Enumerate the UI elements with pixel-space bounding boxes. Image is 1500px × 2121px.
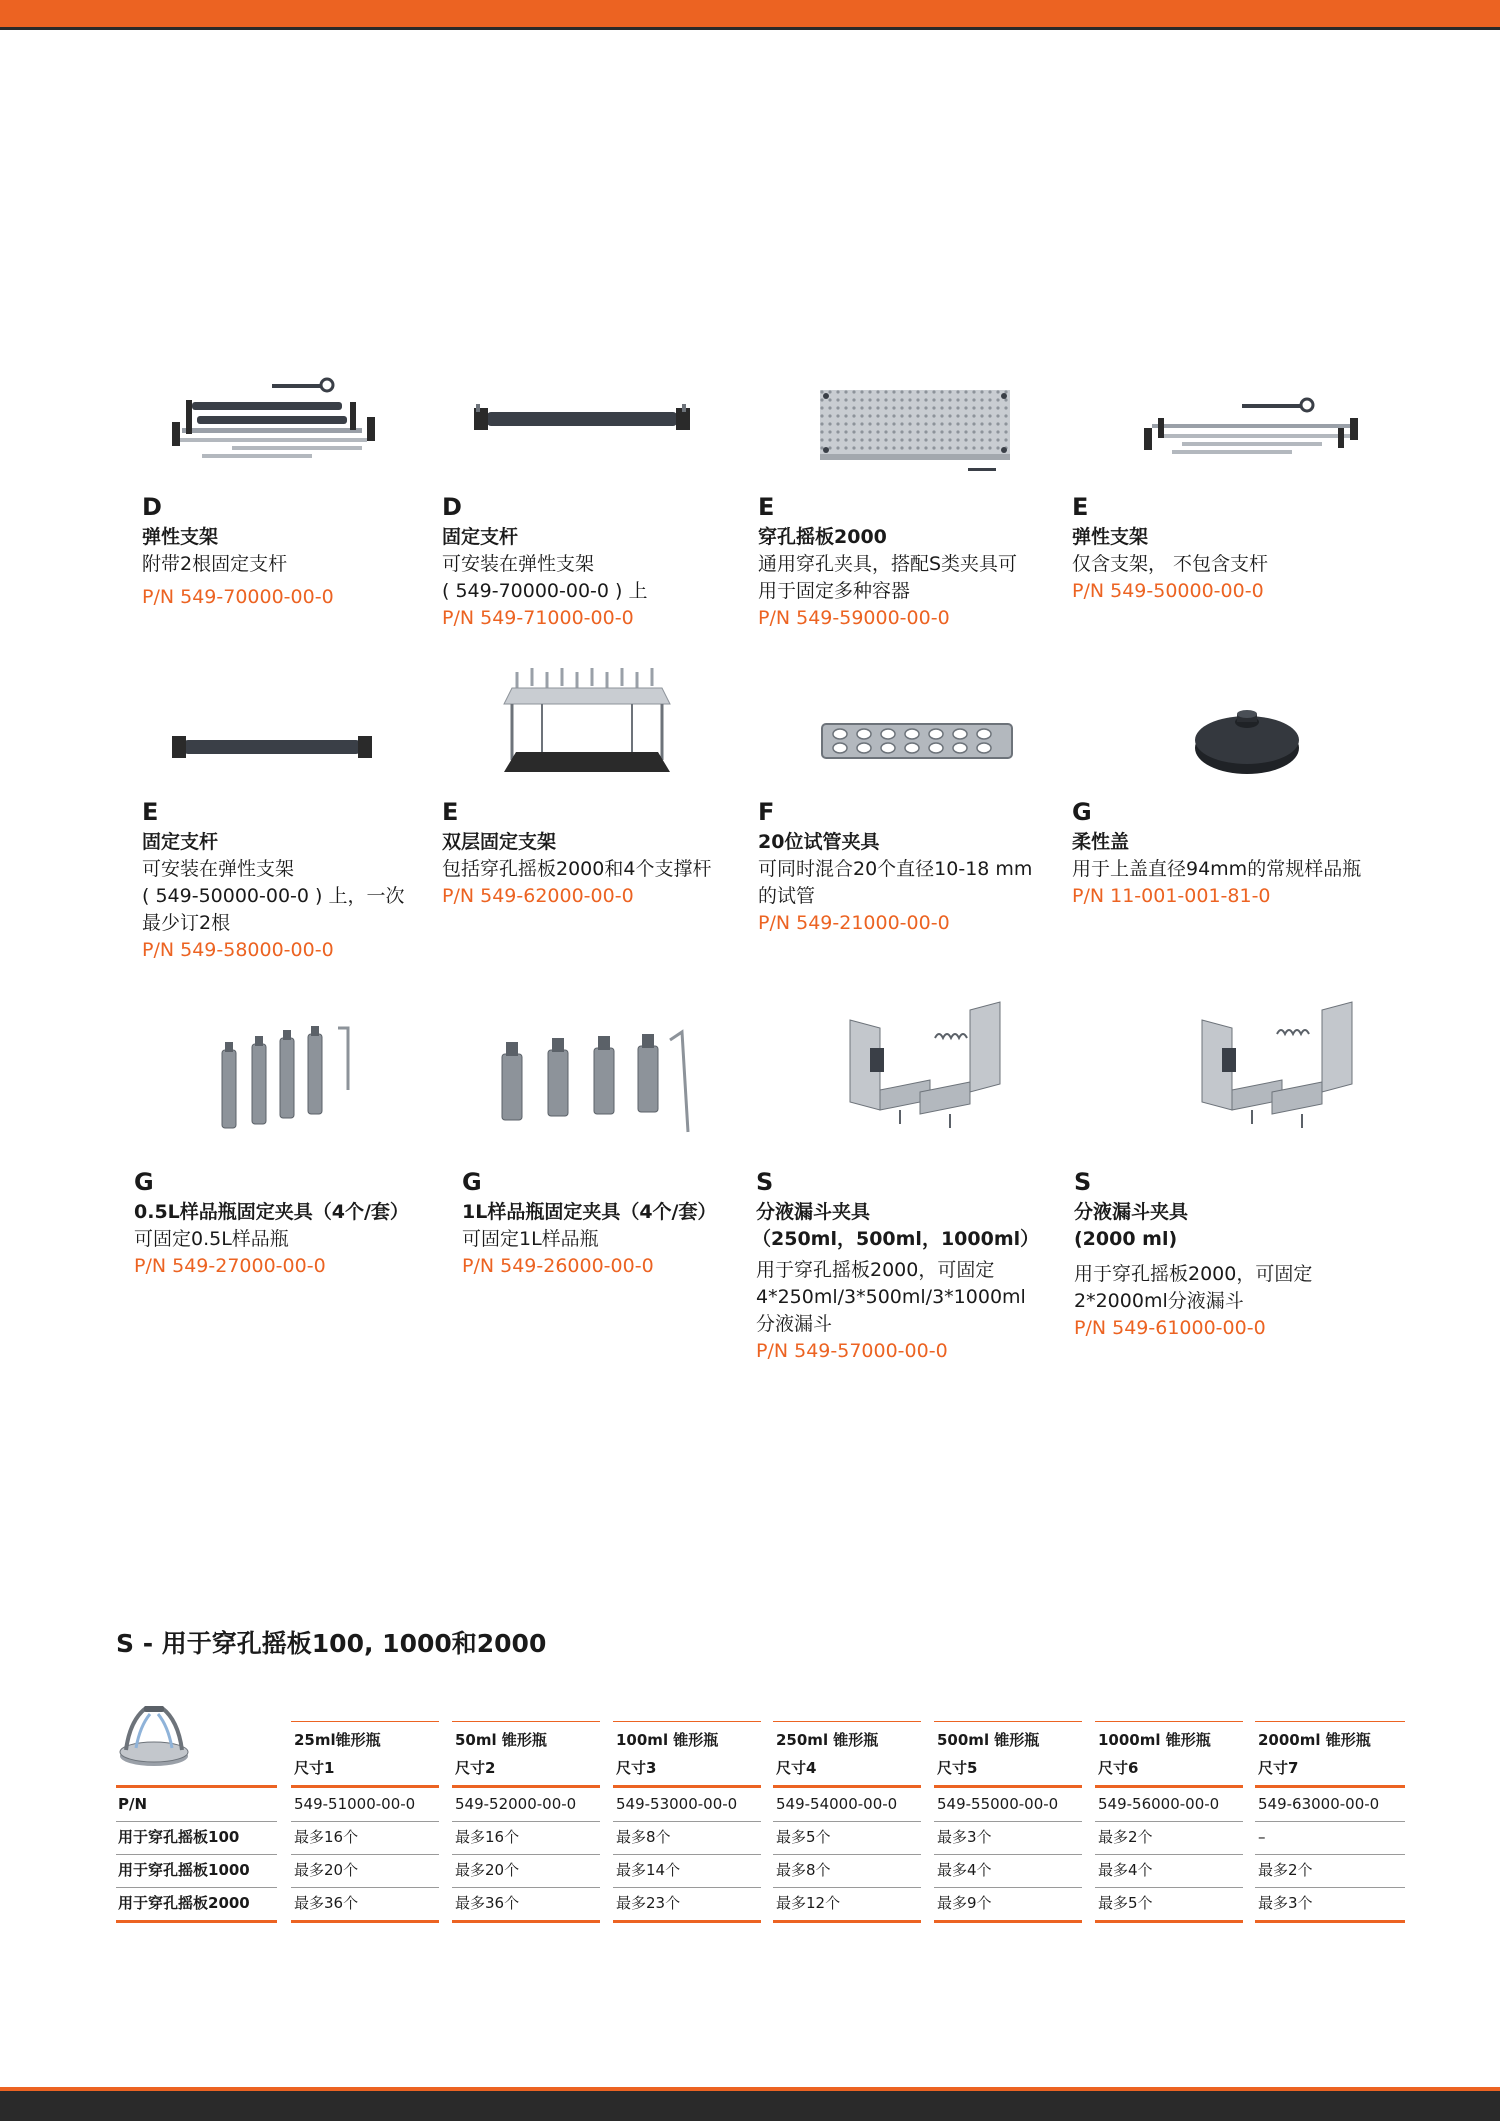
column-size: 尺寸2 xyxy=(455,1759,496,1777)
part-number: P/N 549-26000-00-0 xyxy=(462,1255,654,1277)
product-name: 分液漏斗夹具 xyxy=(756,1201,871,1223)
funnel-clamp-image xyxy=(840,1000,1010,1130)
product-card xyxy=(142,660,442,960)
part-number: P/N 549-21000-00-0 xyxy=(758,912,950,934)
table-cell: 最多20个 xyxy=(455,1861,520,1879)
table-cell: 549-52000-00-0 xyxy=(455,1795,577,1813)
table-cell: 最多23个 xyxy=(616,1894,681,1912)
table-cell: 最多36个 xyxy=(294,1894,359,1912)
product-card xyxy=(442,360,742,630)
product-card xyxy=(134,1010,434,1310)
table-cell: 最多20个 xyxy=(294,1861,359,1879)
product-description: 用于上盖直径94mm的常规样品瓶 xyxy=(1072,858,1362,880)
product-description: 2*2000ml分液漏斗 xyxy=(1074,1290,1244,1312)
product-description: 的试管 xyxy=(758,885,816,907)
table-cell: 最多4个 xyxy=(937,1861,992,1879)
category-letter: D xyxy=(442,493,462,521)
table-cell: 最多9个 xyxy=(937,1894,992,1912)
column-header: 25ml锥形瓶 xyxy=(294,1731,381,1749)
product-description: 用于固定多种容器 xyxy=(758,580,911,602)
perforated-platform-image xyxy=(818,388,1018,478)
bottle-clamps-image xyxy=(492,1020,712,1140)
part-number: P/N 549-62000-00-0 xyxy=(442,885,634,907)
product-name: 1L样品瓶固定夹具（4个/套） xyxy=(462,1201,717,1223)
category-letter: D xyxy=(142,493,162,521)
product-description: 可固定1L样品瓶 xyxy=(462,1228,599,1250)
column-size: 尺寸5 xyxy=(937,1759,978,1777)
category-letter: G xyxy=(134,1168,154,1196)
product-card xyxy=(752,1000,1056,1362)
part-number: P/N 549-70000-00-0 xyxy=(142,586,334,608)
product-description: 可固定0.5L样品瓶 xyxy=(134,1228,289,1250)
product-card xyxy=(1072,360,1372,630)
part-number: P/N 549-57000-00-0 xyxy=(756,1340,948,1362)
category-letter: E xyxy=(758,493,775,521)
product-name: 穿孔摇板2000 xyxy=(758,526,887,548)
part-number: P/N 549-50000-00-0 xyxy=(1072,580,1264,602)
table-cell: 最多5个 xyxy=(776,1828,831,1846)
product-description: ( 549-50000-00-0 ) 上，一次 xyxy=(142,885,405,907)
table-cell: 最多8个 xyxy=(616,1828,671,1846)
column-size: 尺寸6 xyxy=(1098,1759,1139,1777)
product-description: 包括穿孔摇板2000和4个支撑杆 xyxy=(442,858,712,880)
section-title: S - 用于穿孔摇板100, 1000和2000 xyxy=(116,1629,547,1658)
table-cell: 最多2个 xyxy=(1098,1828,1153,1846)
product-size-range: (2000 ml) xyxy=(1074,1228,1178,1250)
flask-clamp-image xyxy=(116,1700,192,1770)
table-cell: 549-53000-00-0 xyxy=(616,1795,738,1813)
table-cell: 最多4个 xyxy=(1098,1861,1153,1879)
category-letter: G xyxy=(1072,798,1092,826)
tube-rack-image xyxy=(818,708,1018,778)
product-size-range: （250ml，500ml，1000ml） xyxy=(752,1228,1040,1250)
column-size: 尺寸1 xyxy=(294,1759,335,1777)
product-description: 可同时混合20个直径10-18 mm xyxy=(758,858,1033,880)
product-name: 弹性支架 xyxy=(142,526,219,548)
top-accent-bar xyxy=(0,0,1500,27)
part-number: P/N 549-71000-00-0 xyxy=(442,607,634,629)
product-description: 仅含支架， 不包含支杆 xyxy=(1072,553,1269,575)
table-cell: – xyxy=(1258,1828,1266,1846)
column-header: 1000ml 锥形瓶 xyxy=(1098,1731,1211,1749)
part-number: P/N 549-27000-00-0 xyxy=(134,1255,326,1277)
part-number: P/N 549-61000-00-0 xyxy=(1074,1317,1266,1339)
product-card xyxy=(758,360,1058,630)
table-cell: 最多16个 xyxy=(294,1828,359,1846)
table-cell: 最多36个 xyxy=(455,1894,520,1912)
category-letter: F xyxy=(758,798,775,826)
product-name: 固定支杆 xyxy=(142,831,219,853)
row-label: 用于穿孔摇板100 xyxy=(118,1828,240,1846)
product-name: 固定支杆 xyxy=(442,526,519,548)
product-name: 弹性支架 xyxy=(1072,526,1149,548)
table-cell: 最多2个 xyxy=(1258,1861,1313,1879)
table-cell: 549-63000-00-0 xyxy=(1258,1795,1380,1813)
product-card xyxy=(442,660,742,960)
column-header: 50ml 锥形瓶 xyxy=(455,1731,547,1749)
product-description: 分液漏斗 xyxy=(756,1313,833,1335)
category-letter: E xyxy=(442,798,459,826)
elastic-rack-with-rods-image xyxy=(172,372,382,472)
product-card xyxy=(1074,1000,1374,1360)
table-cell: 549-56000-00-0 xyxy=(1098,1795,1220,1813)
elastic-rack-image xyxy=(1142,390,1362,480)
product-name: 柔性盖 xyxy=(1072,831,1130,853)
column-header: 250ml 锥形瓶 xyxy=(776,1731,879,1749)
product-card xyxy=(758,660,1058,960)
bottle-clamps-image xyxy=(214,1020,364,1140)
table-cell: 最多12个 xyxy=(776,1894,841,1912)
column-header: 100ml 锥形瓶 xyxy=(616,1731,719,1749)
product-description: 附带2根固定支杆 xyxy=(142,553,288,575)
row-label: 用于穿孔摇板1000 xyxy=(118,1861,250,1879)
category-letter: S xyxy=(1074,1168,1092,1196)
table-cell: 最多5个 xyxy=(1098,1894,1153,1912)
table-cell: 549-54000-00-0 xyxy=(776,1795,898,1813)
product-card xyxy=(142,360,442,630)
category-letter: S xyxy=(756,1168,774,1196)
funnel-clamp-image xyxy=(1192,1000,1362,1130)
table-cell: 最多16个 xyxy=(455,1828,520,1846)
product-description: 用于穿孔摇板2000，可固定 xyxy=(1074,1263,1313,1285)
column-header: 500ml 锥形瓶 xyxy=(937,1731,1040,1749)
product-name: 20位试管夹具 xyxy=(758,831,880,853)
product-name: 双层固定支架 xyxy=(442,831,557,853)
product-description: 可安装在弹性支架 xyxy=(442,553,595,575)
part-number: P/N 549-59000-00-0 xyxy=(758,607,950,629)
table-cell: 最多8个 xyxy=(776,1861,831,1879)
product-description: 通用穿孔夹具，搭配S类夹具可 xyxy=(758,553,1018,575)
column-size: 尺寸3 xyxy=(616,1759,657,1777)
fixing-rod-image xyxy=(172,728,372,768)
part-number: P/N 549-58000-00-0 xyxy=(142,939,334,961)
product-description: 最少订2根 xyxy=(142,912,231,934)
product-card xyxy=(462,1010,762,1310)
product-name: 分液漏斗夹具 xyxy=(1074,1201,1189,1223)
table-cell: 549-55000-00-0 xyxy=(937,1795,1059,1813)
column-header: 2000ml 锥形瓶 xyxy=(1258,1731,1371,1749)
category-letter: G xyxy=(462,1168,482,1196)
category-letter: E xyxy=(142,798,159,826)
double-layer-rack-image xyxy=(502,660,672,785)
product-description: ( 549-70000-00-0 ) 上 xyxy=(442,580,648,602)
top-divider-line xyxy=(0,27,1500,30)
table-cell: 最多3个 xyxy=(937,1828,992,1846)
flexible-lid-image xyxy=(1187,700,1307,780)
row-label: 用于穿孔摇板2000 xyxy=(118,1894,250,1912)
product-card xyxy=(1072,660,1372,960)
table-cell: 549-51000-00-0 xyxy=(294,1795,416,1813)
row-label: P/N xyxy=(118,1795,148,1813)
bottom-footer-bar xyxy=(0,2091,1500,2121)
table-cell: 最多14个 xyxy=(616,1861,681,1879)
product-description: 用于穿孔摇板2000，可固定 xyxy=(756,1259,995,1281)
category-letter: E xyxy=(1072,493,1089,521)
column-size: 尺寸7 xyxy=(1258,1759,1299,1777)
table-cell: 最多3个 xyxy=(1258,1894,1313,1912)
fixing-rod-image xyxy=(472,400,692,440)
part-number: P/N 11-001-001-81-0 xyxy=(1072,885,1271,907)
product-name: 0.5L样品瓶固定夹具（4个/套） xyxy=(134,1201,409,1223)
column-size: 尺寸4 xyxy=(776,1759,817,1777)
product-description: 4*250ml/3*500ml/3*1000ml xyxy=(756,1286,1026,1308)
product-description: 可安装在弹性支架 xyxy=(142,858,295,880)
